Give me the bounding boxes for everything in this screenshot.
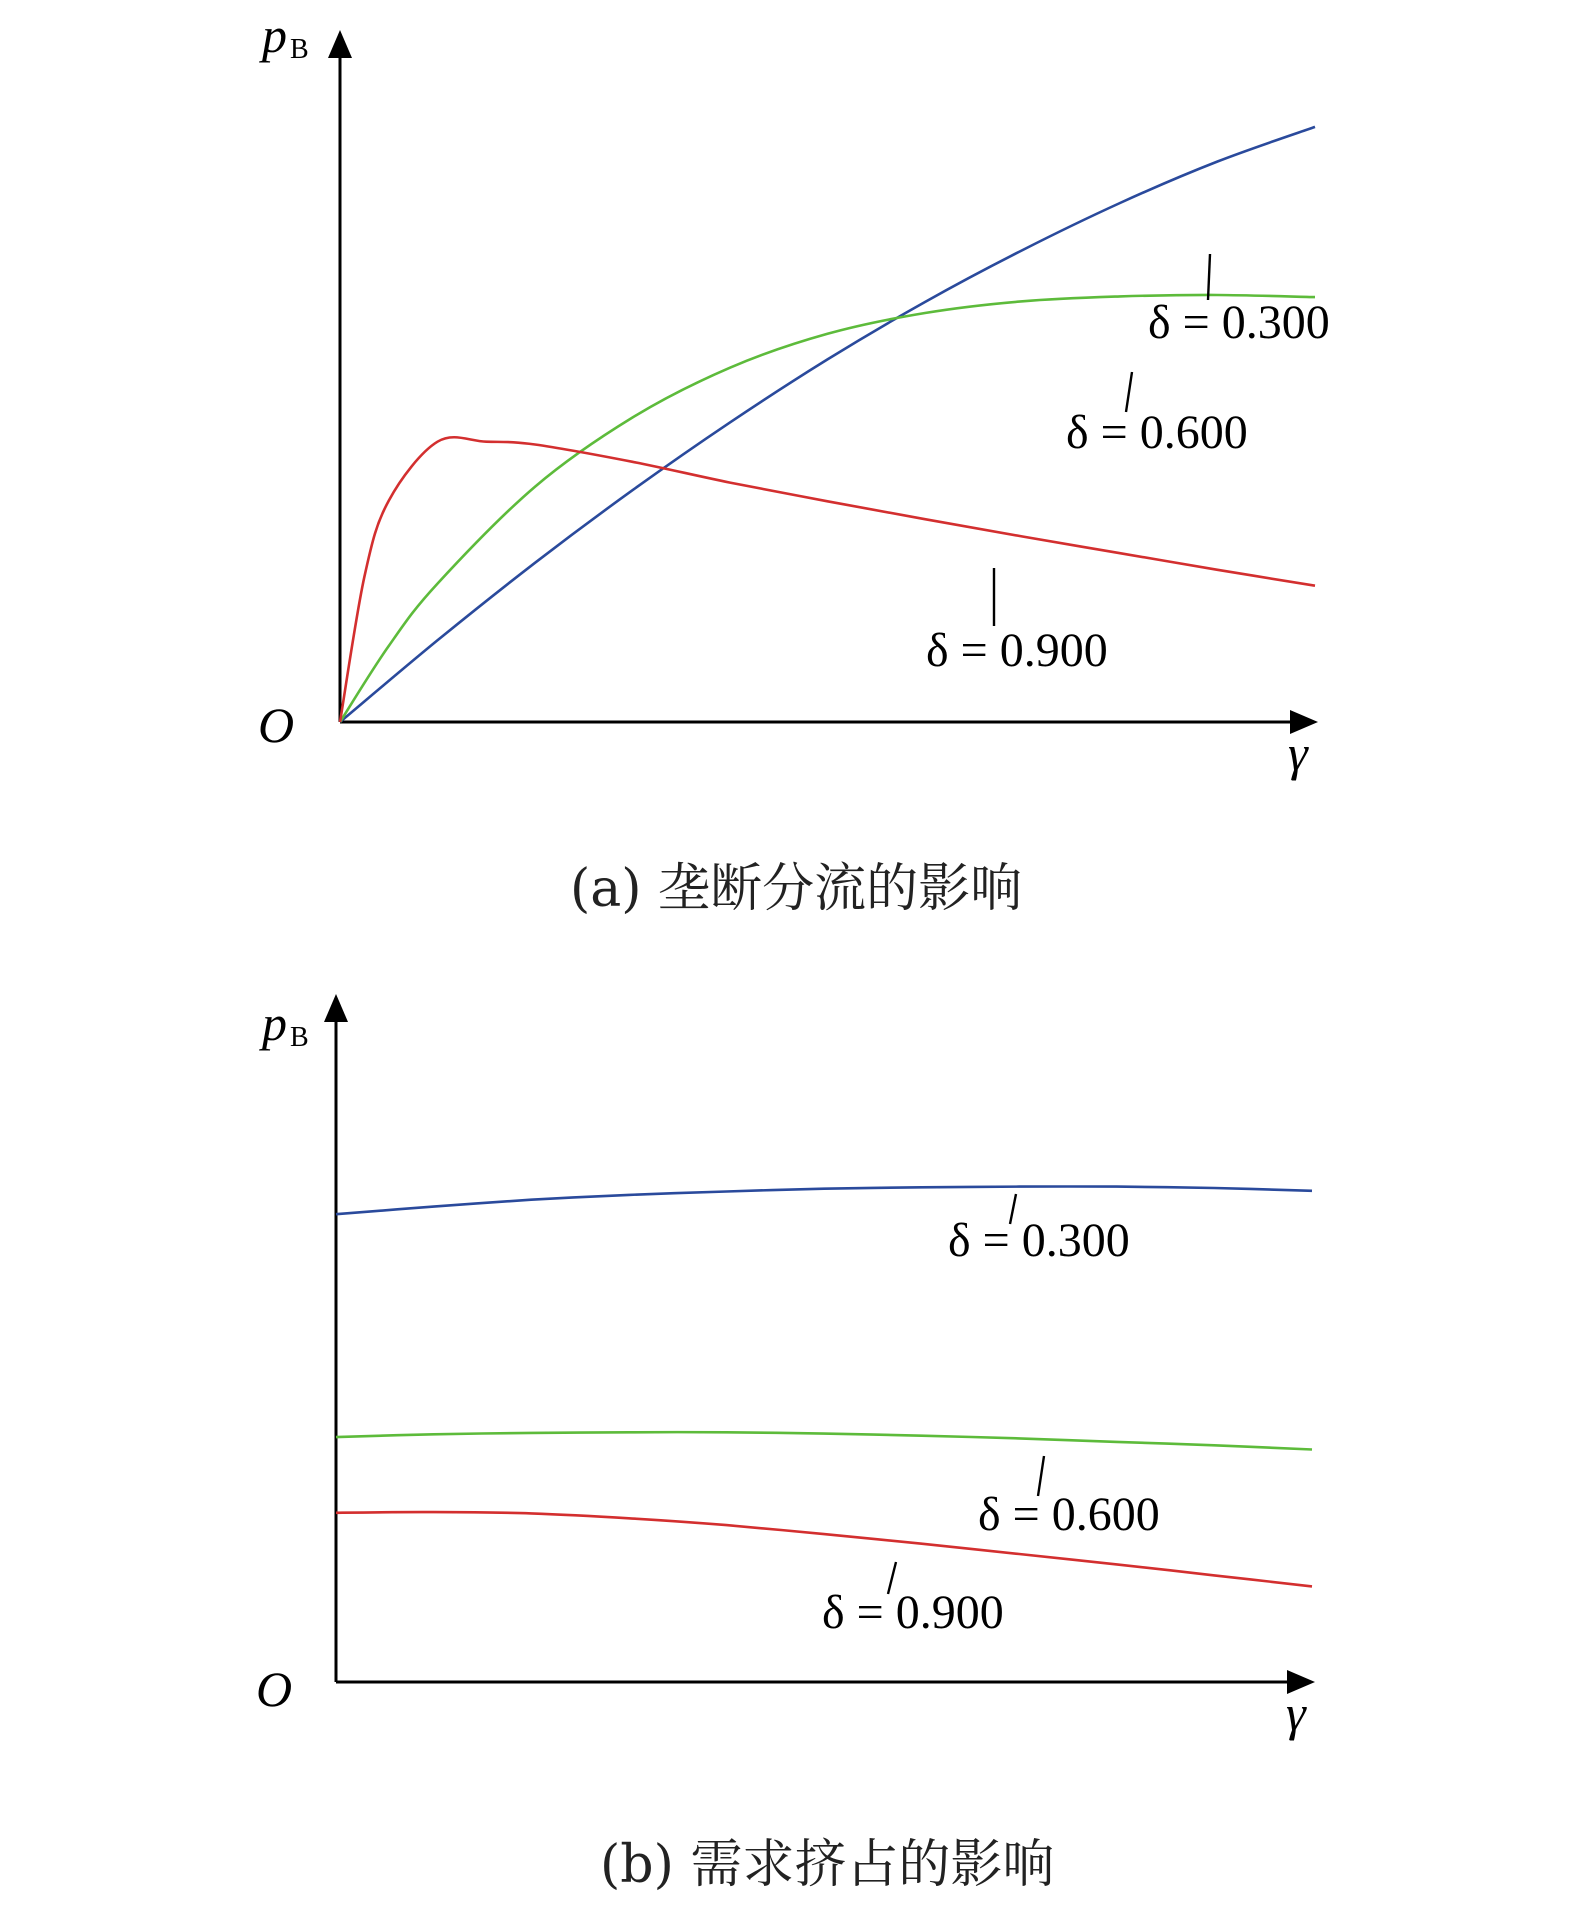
series-label-1: δ = 0.600: [978, 1488, 1160, 1541]
panel-a: [258, 7, 1330, 919]
origin-label: O: [256, 1661, 293, 1717]
series-label-leader-0: [1208, 254, 1210, 300]
y-axis-label-subscript: B: [290, 1022, 309, 1053]
series-label-2: δ = 0.900: [822, 1586, 1004, 1639]
series-line-1: [336, 1432, 1312, 1449]
y-axis-arrow: [328, 30, 352, 58]
x-axis-label: γ: [1286, 1685, 1306, 1741]
series-line-2: [340, 437, 1315, 722]
panel-caption: (b) 需求挤占的影响: [600, 1835, 1055, 1895]
panel-b: [256, 994, 1315, 1895]
origin-label: O: [258, 697, 295, 753]
y-axis-label: p: [262, 7, 287, 63]
series-label-1: δ = 0.600: [1066, 406, 1248, 459]
series-line-0: [336, 1186, 1312, 1214]
series-label-0: δ = 0.300: [948, 1214, 1130, 1267]
series-line-2: [336, 1512, 1312, 1586]
series-layer: [336, 1186, 1312, 1586]
x-axis-label: γ: [1288, 725, 1308, 781]
panel-caption: (a) 垄断分流的影响: [570, 859, 1023, 919]
series-label-0: δ = 0.300: [1148, 296, 1330, 349]
y-axis-label: p: [262, 995, 287, 1051]
y-axis-arrow: [324, 994, 348, 1022]
series-label-2: δ = 0.900: [926, 624, 1108, 677]
y-axis-label-subscript: B: [290, 34, 309, 65]
